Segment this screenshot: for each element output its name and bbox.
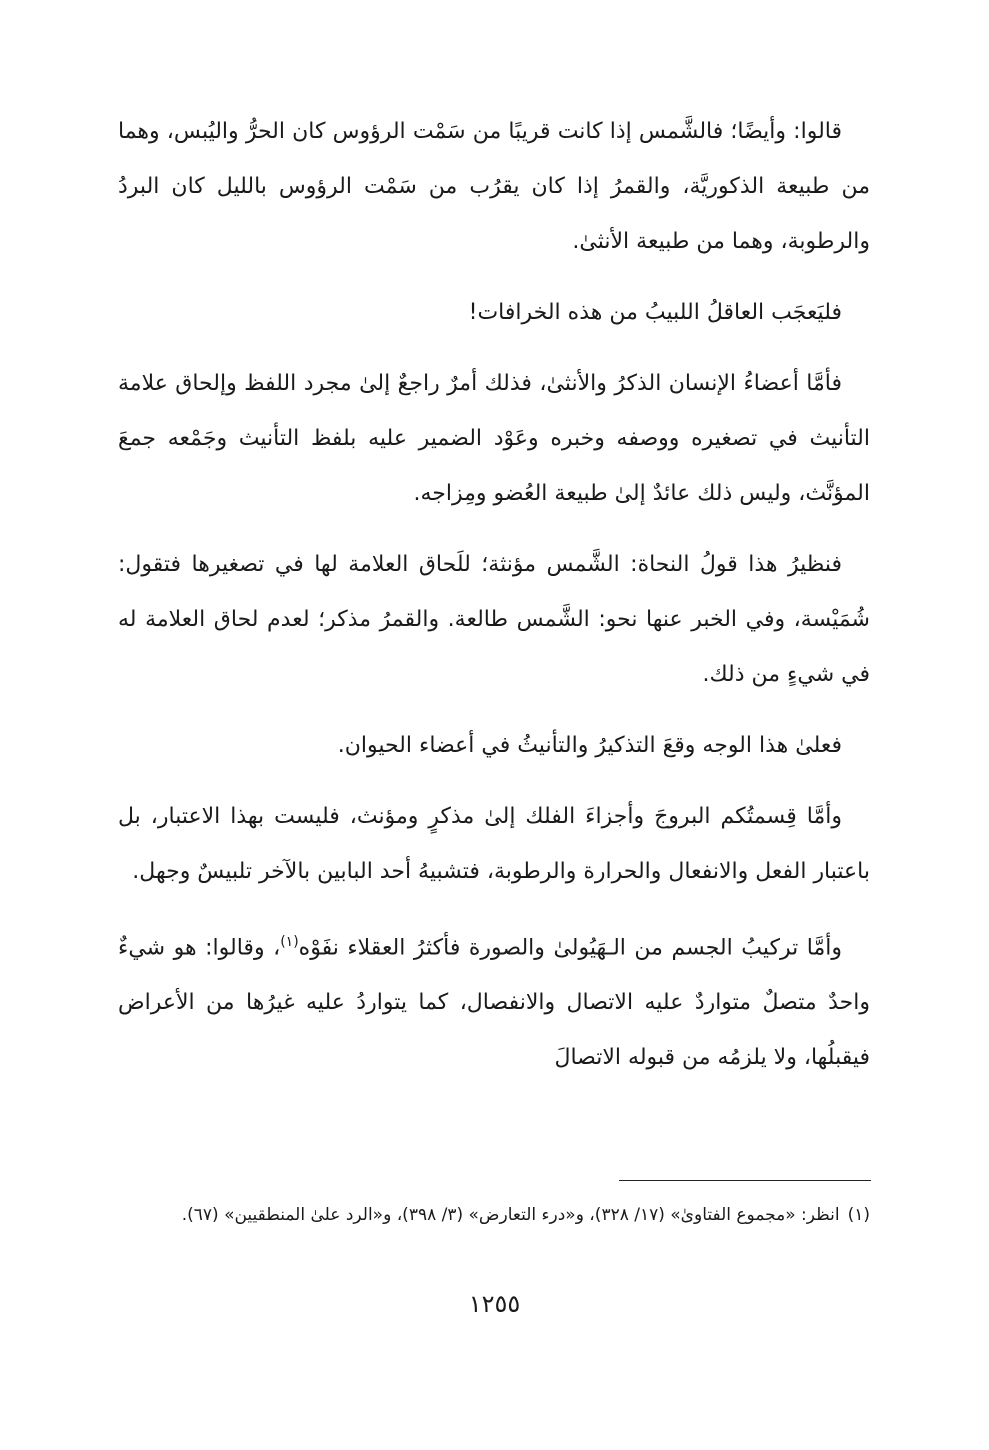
paragraph-7 <box>118 915 870 1085</box>
paragraph-6: وأمَّا قِسمتُكم البروجَ وأجزاءَ الفلك إلىٰ مذكرٍ ومؤنث، فليست بهذا الاعتبار، بل باعتبار الفعل والانفعال والحرارة والرطوبة، فتشبيهُ أحد البابين بالآخر تلبيسٌ وجهل. <box>118 804 870 884</box>
paragraph-7-end: ، وقالوا: هو شيءٌ واحدٌ متصلٌ متواردٌ عليه الاتصال والانفصال، كما يتواردُ عليه غيرُها من الأعراض فيقبلُها، ولا يلزمُه من قبوله الاتصالَ <box>118 935 870 1071</box>
main-text <box>118 104 870 1101</box>
paragraph-7-start: وأمَّا تركيبُ الجسم من الـهَيُولىٰ والصورة فأكثرُ العقلاء نفَوْه <box>298 935 842 961</box>
page-number: ١٢٥٥ <box>468 1290 521 1318</box>
paragraph-3: فأمَّا أعضاءُ الإنسان الذكرُ والأنثىٰ، فذلك أمرٌ راجعٌ إلىٰ مجرد اللفظ وإلحاق علامة التأنيث في تصغيره ووصفه وخبره وعَوْد الضمير عليه بلفظ التأنيث وجَمْعه جمعَ المؤنَّث، وليس ذلك عائدٌ إلىٰ طبيعة العُضو ومِزاجه. <box>118 371 870 506</box>
footnote-marker: (١) <box>847 1205 870 1225</box>
paragraph-2: فليَعجَب العاقلُ اللبيبُ من هذه الخرافات! <box>468 300 842 325</box>
paragraph-1: قالوا: وأيضًا؛ فالشَّمس إذا كانت قريبًا من سَمْت الرؤوس كان الحرُّ واليُبس، وهما من طبيعة الذكوريَّة، والقمرُ إذا كان يقرُب من سَمْت الرؤوس بالليل كان البردُ والرطوبة، وهما من طبيعة الأنثىٰ. <box>118 119 870 254</box>
footnote <box>118 1196 870 1234</box>
footnote-text: انظر: «مجموع الفتاوىٰ» (١٧/ ٣٢٨)، و«درء التعارض» (٣/ ٣٩٨)، و«الرد علىٰ المنطقيين» (٦٧). <box>181 1205 840 1225</box>
paragraph-4: فنظيرُ هذا قولُ النحاة: الشَّمس مؤنثة؛ للَحاق العلامة لها في تصغيرها فتقول: شُمَيْسة، وفي الخبر عنها نحو: الشَّمس طالعة. والقمرُ مذكر؛ لعدم لحاق العلامة له في شيءٍ من ذلك. <box>118 552 870 687</box>
footnote-reference: (١) <box>280 934 299 950</box>
footnote-divider <box>619 1180 871 1181</box>
paragraph-5: فعلىٰ هذا الوجه وقعَ التذكيرُ والتأنيثُ في أعضاء الحيوان. <box>337 733 842 758</box>
